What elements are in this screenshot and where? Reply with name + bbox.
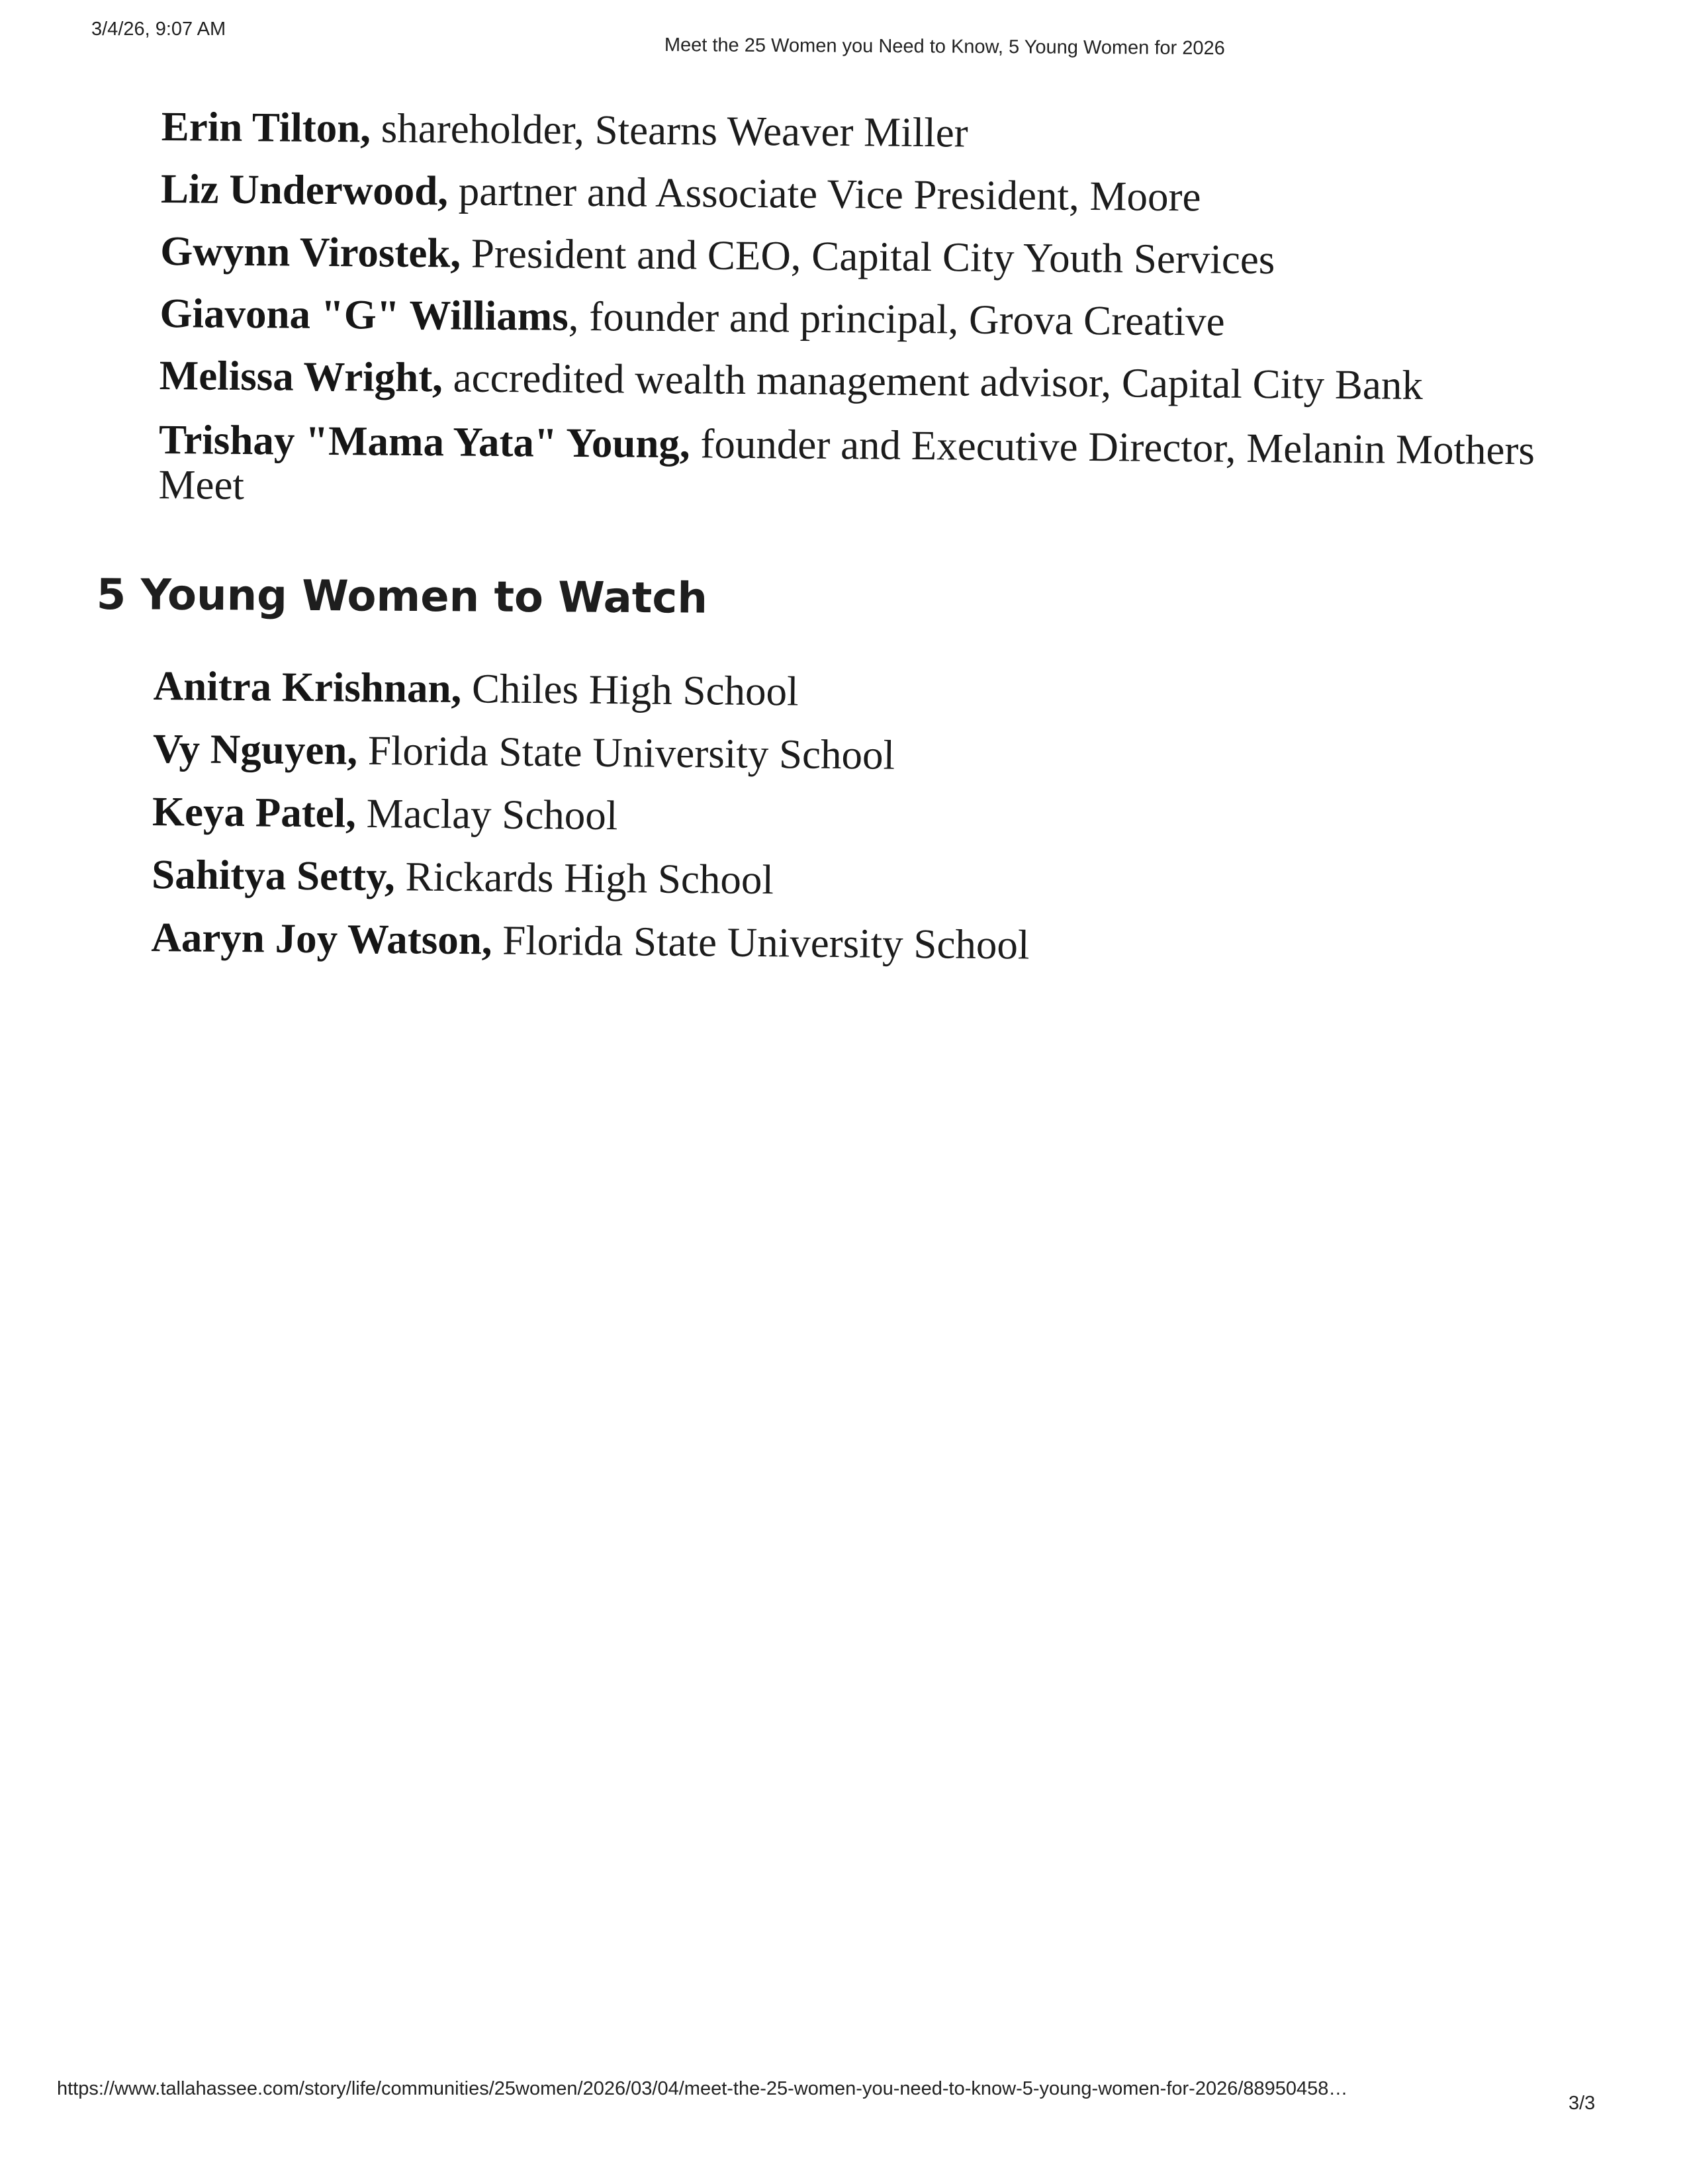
women-list bbox=[158, 103, 1565, 518]
person-name: Aaryn Joy Watson, bbox=[151, 913, 492, 964]
list-item bbox=[151, 850, 1030, 925]
person-name: Erin Tilton, bbox=[161, 103, 371, 152]
person-name: Liz Underwood, bbox=[160, 165, 449, 214]
list-item bbox=[152, 788, 1031, 862]
list-item bbox=[158, 417, 1562, 518]
school-name: Florida State University School bbox=[492, 917, 1030, 968]
person-name: Anitra Krishnan, bbox=[153, 662, 462, 712]
person-description: President and CEO, Capital City Youth Services bbox=[460, 230, 1275, 283]
person-description: accredited wealth management advisor, Capital City Bank bbox=[442, 354, 1424, 408]
person-description: partner and Associate Vice President, Moore bbox=[447, 167, 1201, 220]
person-name: Vy Nguyen, bbox=[152, 725, 358, 774]
school-name: Rickards High School bbox=[394, 853, 774, 903]
person-name: Melissa Wright, bbox=[159, 351, 443, 401]
print-header bbox=[0, 19, 1685, 71]
print-page-title: Meet the 25 Women you Need to Know, 5 Young Women for 2026 bbox=[664, 34, 1225, 60]
person-description: , founder and principal, Grova Creative bbox=[568, 293, 1225, 345]
list-item bbox=[151, 913, 1030, 987]
person-description: shareholder, Stearns Weaver Miller bbox=[370, 105, 968, 156]
person-description: founder and Executive Director, Melanin Mothers Meet bbox=[158, 420, 1535, 509]
print-date: 3/4/26, 9:07 AM bbox=[91, 19, 226, 40]
page-number: 3/3 bbox=[1569, 2093, 1596, 2114]
person-name: Giavona "G" Williams bbox=[159, 289, 569, 340]
list-item bbox=[159, 351, 1563, 428]
person-name: Trishay "Mama Yata" Young, bbox=[158, 416, 690, 467]
person-name: Sahitya Setty, bbox=[151, 850, 396, 900]
list-item bbox=[152, 725, 1031, 799]
school-name: Chiles High School bbox=[461, 665, 799, 715]
print-url: https://www.tallahassee.com/story/life/communities/25women/2026/03/04/meet-the-25-women-you-need-to-know-5-young-women-for-2026/88950458… bbox=[57, 2078, 1348, 2099]
person-name: Keya Patel, bbox=[152, 788, 357, 837]
young-women-list bbox=[151, 662, 1032, 987]
list-item bbox=[153, 662, 1032, 736]
school-name: Florida State University School bbox=[357, 727, 895, 778]
print-footer bbox=[0, 2078, 1685, 2118]
person-name: Gwynn Virostek, bbox=[160, 227, 461, 277]
school-name: Maclay School bbox=[355, 790, 618, 839]
section-heading: 5 Young Women to Watch bbox=[96, 570, 708, 623]
